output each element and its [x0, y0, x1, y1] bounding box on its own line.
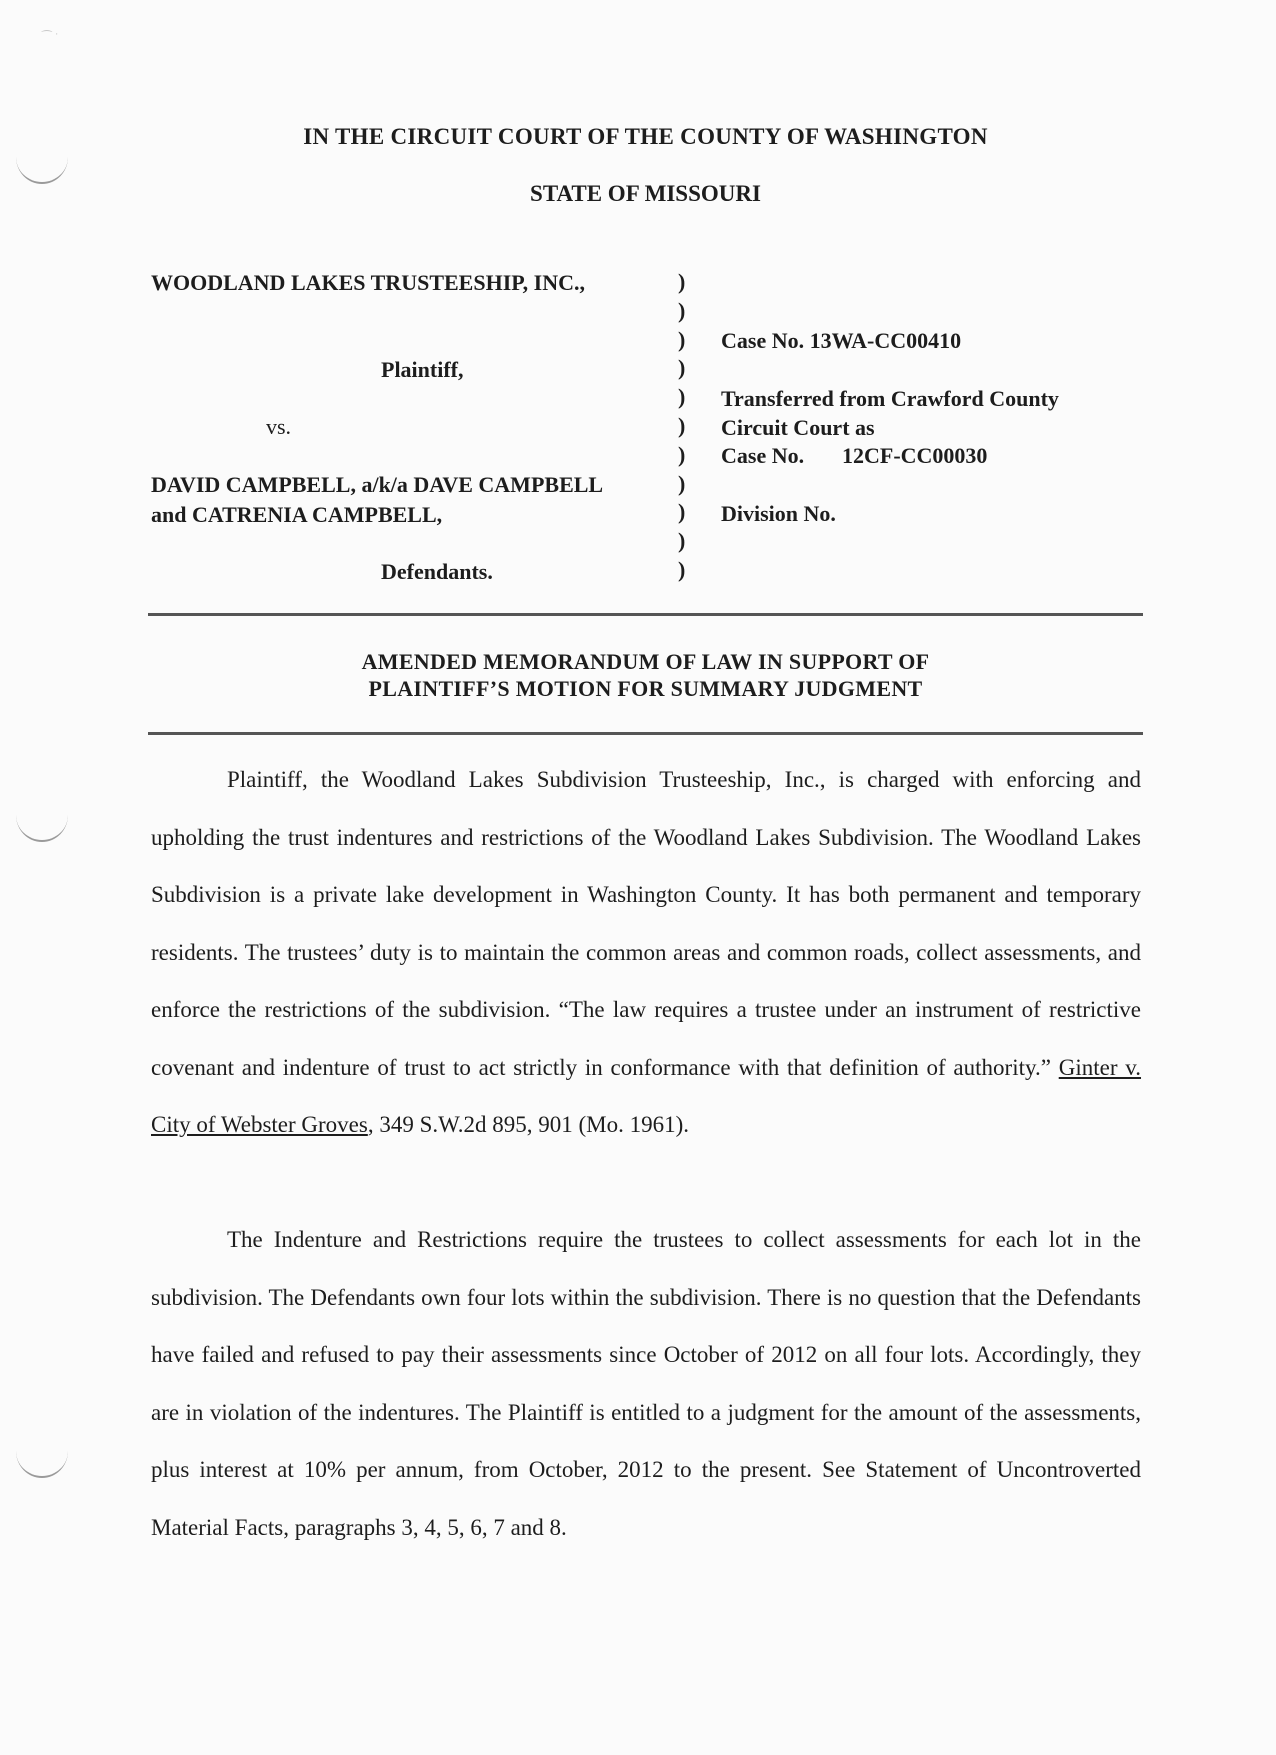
case-citation: Ginter v. City of Webster Groves — [151, 1054, 1142, 1137]
paren: ) — [678, 355, 686, 381]
plaintiff-label: Plaintiff, — [381, 357, 464, 382]
division-label: Division No. — [721, 501, 836, 526]
defendant-line-2: and CATRENIA CAMPBELL, — [151, 502, 443, 527]
transfer-case-label: Case No. — [721, 443, 805, 468]
state-name: STATE OF MISSOURI — [530, 181, 761, 206]
case-number: Case No. 13WA-CC00410 — [721, 328, 962, 353]
defendant-line-1: DAVID CAMPBELL, a/k/a DAVE CAMPBELL — [151, 472, 604, 497]
court-name: IN THE CIRCUIT COURT OF THE COUNTY OF WASHINGTON — [303, 124, 988, 149]
punch-hole — [16, 788, 68, 842]
punch-hole — [16, 1424, 68, 1478]
transfer-line-2: Circuit Court as — [721, 415, 875, 440]
plaintiff-name: WOODLAND LAKES TRUSTEESHIP, INC., — [151, 270, 586, 295]
title-line-2: PLAINTIFF’S MOTION FOR SUMMARY JUDGMENT — [368, 676, 923, 701]
paren: ) — [678, 384, 686, 410]
caption-parentheses — [678, 268, 685, 585]
punch-hole — [16, 130, 68, 184]
paren: ) — [678, 441, 686, 467]
paren: ) — [678, 412, 686, 438]
paren: ) — [678, 297, 686, 323]
paren: ) — [678, 528, 686, 554]
transfer-line-1: Transferred from Crawford County — [721, 386, 1059, 411]
scan-artifact: ⁀ ˙ — [42, 30, 59, 44]
paren: ) — [678, 470, 686, 496]
paragraph-text: The Indenture and Restrictions require the trustees to collect assessments for each lot in the subdivision. The Defendants own four lots within the subdivision. There is no question that the Defendants have failed and refused to pay their assessments since October of 2012 on all four lots. Accordingly, they are in violation of the indentures. The Plaintiff is entitled to a judgment for the amount of the assessments, plus interest at 10% per annum, from October, 2012 to the present. See Statement of Uncontroverted Material Facts, paragraphs 3, 4, 5, 6, 7 and 8. — [151, 1227, 1141, 1540]
title-line-1: AMENDED MEMORANDUM OF LAW IN SUPPORT OF — [361, 649, 930, 674]
divider — [148, 613, 1143, 616]
versus-label: vs. — [266, 414, 292, 439]
body-paragraph-2 — [151, 1211, 1141, 1556]
paragraph-text: Plaintiff, the Woodland Lakes Subdivision Trusteeship, Inc., is charged with enforcing and upholding the trust indentures and restrictions of the Woodland Lakes Subdivision. The Woodland Lakes Subdivision is a private lake development in Washington County. It has both permanent and temporary residents. The trustees’ duty is to maintain the common areas and common roads, collect assessments, and enforce the restrictions of the subdivision. “The law requires a trustee under an instrument of restrictive covenant and indenture of trust to act strictly in conformance with that definition of authority.” — [151, 767, 1141, 1080]
document-title — [148, 648, 1143, 702]
divider — [148, 732, 1143, 735]
paragraph-text: , 349 S.W.2d 895, 901 (Mo. 1961). — [367, 1112, 689, 1137]
transfer-case-number: 12CF-CC00030 — [842, 443, 988, 468]
paren: ) — [678, 499, 686, 525]
paren: ) — [678, 326, 686, 352]
body-paragraph-1 — [151, 751, 1141, 1154]
paren: ) — [678, 556, 686, 582]
defendant-label: Defendants. — [381, 559, 493, 584]
paren: ) — [678, 269, 686, 294]
